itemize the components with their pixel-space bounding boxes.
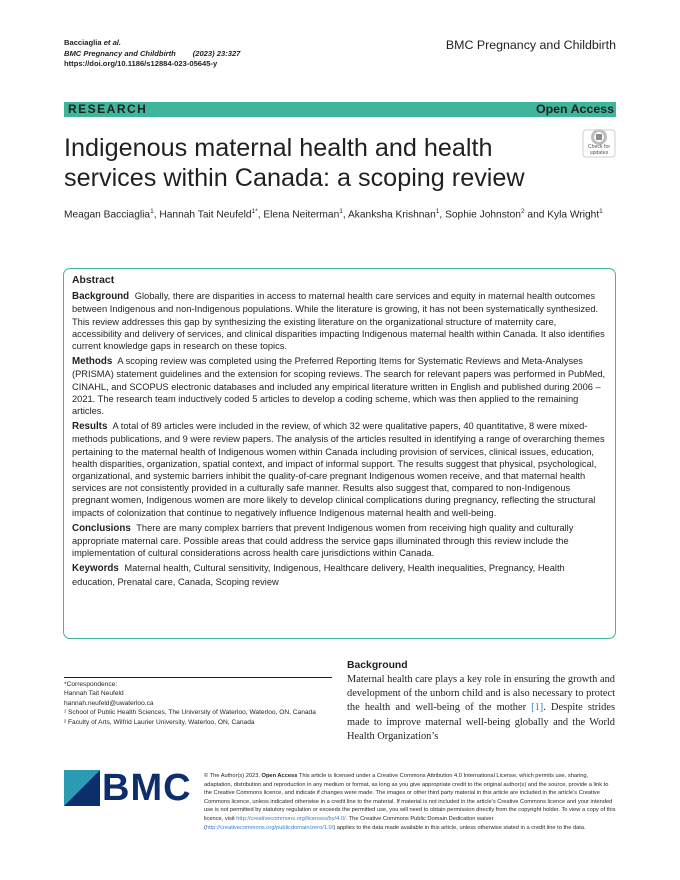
citation-etal: et al. <box>103 38 122 47</box>
abstract-background-text: Globally, there are disparities in access to maternal health care services and equity in maternal health outcomes between Indigenous and non-Indigenous populations. While the literature is growing, it has not been systematically synthesized. This review addresses this gap by synthesizing the existing literature on the organizational structure of maternity care, accessibility and delivery of services, and clinical disparities impacting Indigenous maternal health within Canada. It also identifies current knowledge gaps in research on these topics. <box>72 291 605 352</box>
bmc-logo-text: BMC <box>102 767 192 809</box>
footnotes <box>64 680 334 727</box>
correspondence-email[interactable]: hannah.neufeld@uwaterloo.ca <box>64 699 154 707</box>
author-affiliation: 1 <box>339 208 343 215</box>
correspondence-name: Hannah Tait Neufeld <box>64 690 124 698</box>
author[interactable]: Elena Neiterman <box>263 209 340 221</box>
abstract-methods <box>72 355 606 417</box>
author[interactable]: Meagan Bacciaglia <box>64 209 151 221</box>
license-body-c: ) applies to the data made available in this article, unless otherwise stated in a credit line to the data. <box>333 824 586 831</box>
abstract-keywords-text: Maternal health, Cultural sensitivity, Indigenous, Healthcare delivery, Health inequalities, Pregnancy, Health education, Prenatal care, Canada, Scoping review <box>72 563 565 587</box>
abstract-methods-label: Methods <box>72 356 113 368</box>
article-title: Indigenous maternal health and health services within Canada: a scoping review <box>64 134 525 192</box>
check-for-updates-line1: Check for <box>587 144 611 150</box>
license-notice <box>204 772 616 832</box>
author-affiliation: 1* <box>251 208 258 215</box>
check-for-updates-label <box>578 144 620 156</box>
affiliation-2: ² Faculty of Arts, Wilfrid Laurier University, Waterloo, ON, Canada <box>64 718 255 726</box>
abstract-results <box>72 420 606 519</box>
author[interactable]: Sophie Johnston <box>445 209 521 221</box>
author-separator: , <box>342 209 348 221</box>
author-separator: , <box>257 209 264 221</box>
citation-volume: (2023) 23:327 <box>192 48 241 58</box>
author-affiliation: 1 <box>599 208 603 215</box>
author[interactable]: Akanksha Krishnan <box>347 209 436 221</box>
footnote-divider <box>64 677 332 678</box>
citation-author: Bacciaglia <box>64 38 102 47</box>
author[interactable]: Hannah Tait Neufeld <box>159 209 252 221</box>
citation-block <box>64 38 240 70</box>
abstract <box>72 275 606 591</box>
author[interactable]: Kyla Wright <box>547 209 600 221</box>
abstract-background-label: Background <box>72 291 130 303</box>
abstract-results-label: Results <box>72 421 108 433</box>
public-domain-link[interactable]: http://creativecommons.org/publicdomain/zero/1.0/ <box>205 824 334 831</box>
background-text-b: . Despite strides made to improve maternal well-being globally and the World Health Organization’s <box>347 702 615 742</box>
author-affiliation: 2 <box>520 208 525 215</box>
abstract-conclusions <box>72 522 606 560</box>
article-type-label: RESEARCH <box>68 102 148 116</box>
author-affiliation: 1 <box>435 208 440 215</box>
check-for-updates-line2: updates <box>589 150 609 156</box>
abstract-conclusions-text: There are many complex barriers that prevent Indigenous women from receiving high quality and culturally appropriate maternal care. Possible areas that could address the service gaps illuminated through this review include the implementation of cultural considerations across health care jurisdictions within Canada. <box>72 522 574 559</box>
abstract-keywords <box>72 562 606 587</box>
bmc-logo-icon <box>64 770 100 806</box>
abstract-heading: Abstract <box>72 275 115 286</box>
abstract-methods-text: A scoping review was completed using the Preferred Reporting Items for Systematic Reviews and Meta-Analyses (PRISMA) statement guidelines and the extension for scoping reviews. The search for relevant papers was performed in PubMed, CINAHL, and SCOPUS electronic databases and included any empirical literature written in English and published during 2006 – 2021. The research team inductively coded 5 articles to develop a coding scheme, which was then applied to the remaining articles. <box>72 356 606 417</box>
license-copyright: © The Author(s) 2023. <box>204 773 260 779</box>
doi-link[interactable]: https://doi.org/10.1186/s12884-023-05645-y <box>64 59 218 68</box>
author-separator: and <box>524 209 548 221</box>
abstract-conclusions-label: Conclusions <box>72 522 131 534</box>
citation-journal: BMC Pregnancy and Childbirth <box>64 48 176 58</box>
correspondence-label: *Correspondence: <box>64 681 118 688</box>
background-text <box>347 673 615 744</box>
background-text-a: Maternal health care plays a key role in ensuring the growth and development of the unborn child and is also necessary to protect the health and well-being of the mother <box>347 674 615 714</box>
affiliation-1: ¹ School of Public Health Sciences, The University of Waterloo, Waterloo, ON, Canada <box>64 709 316 717</box>
abstract-keywords-label: Keywords <box>72 563 119 575</box>
journal-name: BMC Pregnancy and Childbirth <box>445 38 616 52</box>
open-access-label: Open Access <box>535 102 614 116</box>
license-body-b: . The Creative Commons Public Domain Dedication waiver ( <box>204 815 494 831</box>
author-separator: , <box>153 209 160 221</box>
author-list <box>64 204 616 222</box>
author-affiliation: 1 <box>150 208 154 215</box>
reference-link[interactable]: [1] <box>531 702 544 714</box>
license-body-a: This article is licensed under a Creative Commons Attribution 4.0 International License, which permits use, sharing, adaptation, distribution and reproduction in any medium or format, as long as you give appropriate credit to the original author(s) and the source, provide a link to the Creative Commons licence, and indicate if changes were made. The images or other third party material in this article are included in the article’s Creative Commons licence, unless indicated otherwise in a credit line to the material. If material is not included in the article’s Creative Commons licence and your intended use is not permitted by statutory regulation or exceeds the permitted use, you will need to obtain permission directly from the copyright holder. To view a copy of this licence, visit <box>204 773 616 822</box>
license-link[interactable]: http://creativecommons.org/licenses/by/4.0/ <box>236 815 346 822</box>
license-open-access: Open Access <box>261 773 298 779</box>
author-separator: , <box>439 209 446 221</box>
abstract-results-text: A total of 89 articles were included in the review, of which 32 were qualitative papers, 40 quantitative, 8 were mixed-methods publications, and 9 were review papers. The analysis of the articles resulted in identifying a range of overarching themes pertaining to the maternal health of Indigenous women within Canada including provision of services, clinical issues, education, health disparities, organization, spatial context, and impact of informal support. The results suggest that physical, psychological, organizational, and systemic barriers inhibit the quality-of-care pregnant Indigenous women receive, and that maternal health services are not consistently provided in a culturally safe manner. Results also suggest that, compared to non-Indigenous pregnant women, Indigenous women are more likely to develop clinical complications during pregnancy, reflecting the structural impacts of colonization that continue to negatively influence Indigenous maternal health and well-being. <box>72 421 605 518</box>
abstract-background <box>72 290 606 352</box>
background-heading: Background <box>347 660 408 671</box>
